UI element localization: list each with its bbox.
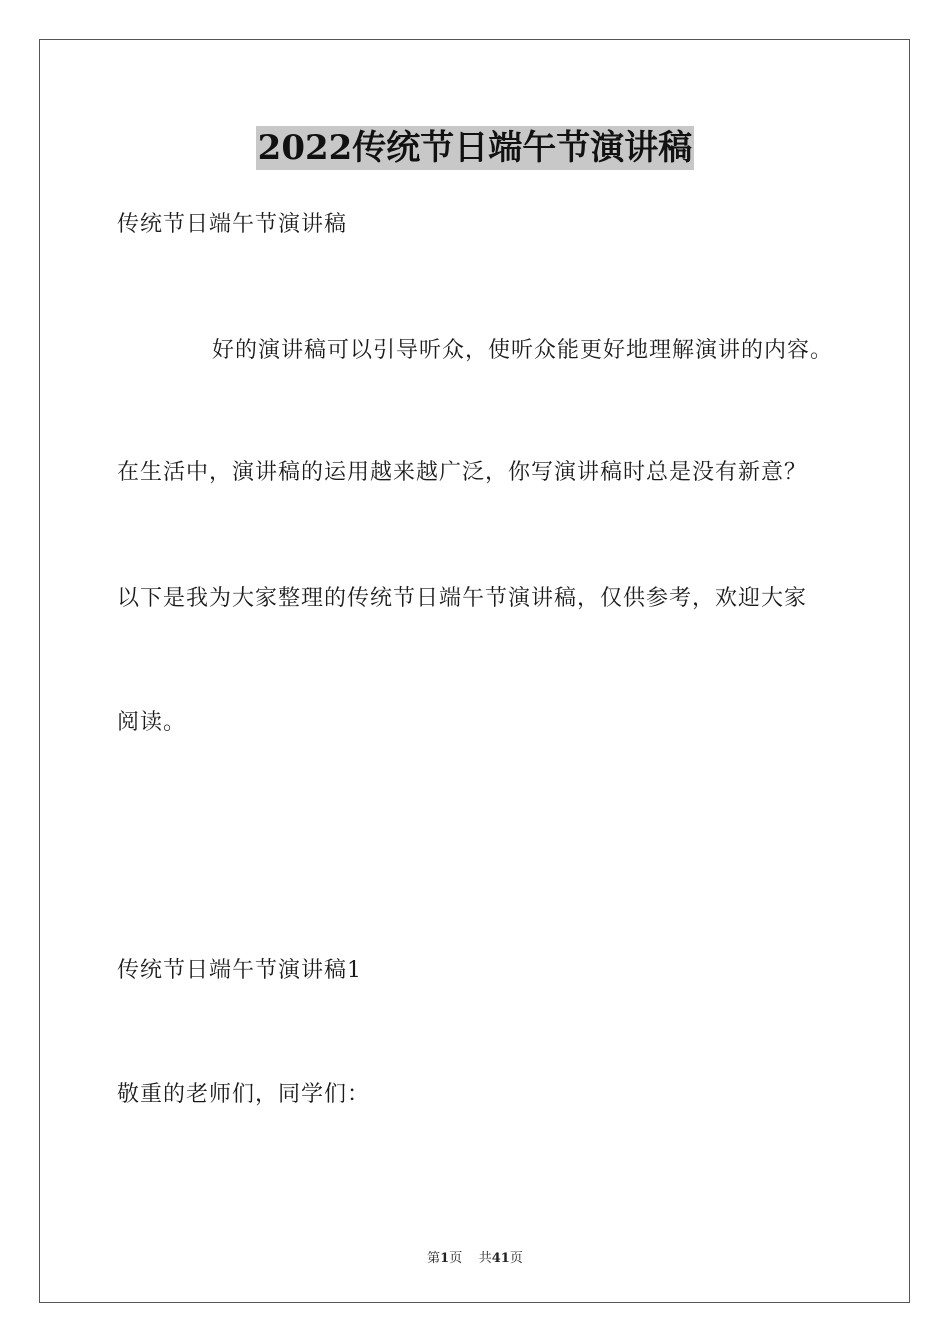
section-heading: 传统节日端午节演讲稿1 <box>117 958 362 983</box>
paragraph-line-2: 在生活中，演讲稿的运用越来越广泛，你写演讲稿时总是没有新意？ <box>117 460 808 485</box>
document-title: 2022传统节日端午节演讲稿 <box>257 128 693 168</box>
paragraph-line-1: 好的演讲稿可以引导听众，使听众能更好地理解演讲的内容。 <box>212 338 834 363</box>
page-footer <box>0 1247 950 1266</box>
footer-total-suffix: 页 <box>509 1251 523 1266</box>
paragraph-line-3: 以下是我为大家整理的传统节日端午节演讲稿，仅供参考，欢迎大家 <box>117 586 808 611</box>
footer-page-number: 1 <box>440 1251 450 1266</box>
footer-total-number: 41 <box>491 1251 510 1266</box>
paragraph-line-4: 阅读。 <box>117 710 187 735</box>
footer-page-suffix: 页 <box>449 1251 463 1266</box>
subtitle-line: 传统节日端午节演讲稿 <box>117 212 348 237</box>
footer-page-prefix: 第 <box>427 1251 441 1266</box>
salutation-line: 敬重的老师们，同学们： <box>117 1082 371 1107</box>
title-container <box>0 126 950 170</box>
footer-total-prefix: 共 <box>478 1251 492 1266</box>
